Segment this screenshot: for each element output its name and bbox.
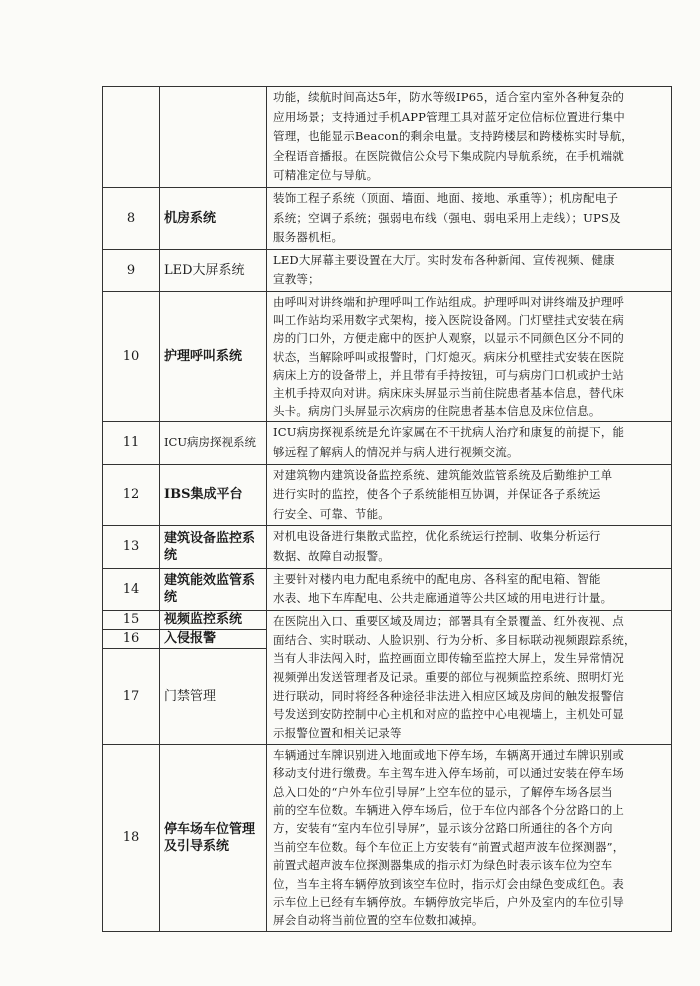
system-description: 对机电设备进行集散式监控，优化系统运行控制、收集分析运行 数据、故障自动报警。	[267, 526, 672, 568]
system-description: 车辆通过车牌识别进入地面或地下停车场，车辆离开通过车牌识别或 移动支付进行缴费。车主驾车进入停车场前，可以通过安装在停车场 总入口处的“户外车位引导屏”上空车位的显示，了解停车场各层当 前的空车位数。车辆进入停车场后，位于车位内部各个分岔路口的上 方，安装有“室内车位引导屏”，显示该分岔路口所通往的各个方向 当前空车位数。每个车位正上方安装有“前置式超声波车位探测器”， 前置式超声波车位探测器集成的指示灯为绿色时表示该车位为空车 位，当车主将车辆停放到该空车位时，指示灯会由绿色变成红色。表 示车位上已经有车辆停放。车辆停放完毕后，户外及室内的车位引导 屏会自动将当前位置的空车位数扣减掉。	[267, 744, 672, 931]
row-number: 13	[103, 526, 160, 568]
row-number: 14	[103, 568, 160, 610]
table-row	[103, 464, 672, 526]
system-name	[160, 87, 267, 188]
system-name: 入侵报警	[160, 629, 267, 648]
system-name: 门禁管理	[160, 648, 267, 744]
system-name: LED大屏系统	[160, 249, 267, 291]
row-number: 17	[103, 648, 160, 744]
row-number: 8	[103, 188, 160, 250]
system-name: 机房系统	[160, 188, 267, 250]
system-description: 对建筑物内建筑设备监控系统、建筑能效监管系统及后勤维护工单 进行实时的监控，使各个子系统能相互协调，并保证各子系统运 行安全、可靠、节能。	[267, 464, 672, 526]
system-description: 功能，续航时间高达5年，防水等级IP65，适合室内室外各种复杂的 应用场景；支持通过手机APP管理工具对蓝牙定位信标位置进行集中 管理，也能显示Beacon的剩余电量。支持跨楼层和跨楼栋实时导航， 全程语音播报。在医院微信公众号下集成院内导航系统，在手机端就 可精准定位与导航。	[267, 87, 672, 188]
table-row	[103, 87, 672, 188]
system-description: 在医院出入口、重要区域及周边；部署具有全景覆盖、红外夜视、点 面结合、实时联动、人脸识别、行为分析、多目标联动视频跟踪系统， 当有人非法闯入时，监控画面立即传输至监控大屏上，发生异常情况 视频弹出发送管理者及记录。重要的部位与视频监控系统、照明灯光 进行联动，同时将经各种途径非法进入相应区域及房间的触发报警信 号发送到安防控制中心主机和对应的监控中心电视墙上，主机处可显 示报警位置和相关记录等	[267, 610, 672, 744]
row-number: 18	[103, 744, 160, 931]
system-description: LED大屏幕主要设置在大厅。实时发布各种新闻、宣传视频、健康 宣教等；	[267, 249, 672, 291]
table-row	[103, 291, 672, 421]
table-row	[103, 744, 672, 931]
system-name: 停车场车位管理及引导系统	[160, 744, 267, 931]
table-row	[103, 249, 672, 291]
table-row	[103, 526, 672, 568]
table-row	[103, 422, 672, 464]
table-row	[103, 568, 672, 610]
row-number: 9	[103, 249, 160, 291]
system-name: 护理呼叫系统	[160, 291, 267, 421]
row-number: 11	[103, 422, 160, 464]
system-name: 建筑设备监控系统	[160, 526, 267, 568]
system-spec-table	[102, 86, 672, 932]
system-description: 装饰工程子系统（顶面、墙面、地面、接地、承重等）；机房配电子 系统；空调子系统；强弱电布线（强电、弱电采用上走线）；UPS及 服务器机柜。	[267, 188, 672, 250]
row-number: 10	[103, 291, 160, 421]
table-row	[103, 610, 672, 629]
row-number: 16	[103, 629, 160, 648]
row-number: 12	[103, 464, 160, 526]
row-number: 15	[103, 610, 160, 629]
system-description: 主要针对楼内电力配电系统中的配电房、各科室的配电箱、智能 水表、地下车库配电、公共走廊通道等公共区域的用电进行计量。	[267, 568, 672, 610]
system-name: 建筑能效监管系统	[160, 568, 267, 610]
table-row	[103, 188, 672, 250]
system-description: 由呼叫对讲终端和护理呼叫工作站组成。护理呼叫对讲终端及护理呼 叫工作站均采用数字式架构，接入医院设备网。门灯壁挂式安装在病 房的门口外，方便走廊中的医护人观察，以显示不同颜色区分不同的 状态，当解除呼叫或报警时，门灯熄灭。病床分机壁挂式安装在医院 病床上方的设备带上，并且带有手持按钮，可与病房门口机或护士站 主机手持双向对讲。病床床头屏显示当前住院患者基本信息，替代床 头卡。病房门头屏显示次病房的住院患者基本信息及床位信息。	[267, 291, 672, 421]
row-number	[103, 87, 160, 188]
system-name: 视频监控系统	[160, 610, 267, 629]
system-name: ICU病房探视系统	[160, 422, 267, 464]
system-description: ICU病房探视系统是允许家属在不干扰病人治疗和康复的前提下，能 够远程了解病人的情况并与病人进行视频交流。	[267, 422, 672, 464]
system-name: IBS集成平台	[160, 464, 267, 526]
